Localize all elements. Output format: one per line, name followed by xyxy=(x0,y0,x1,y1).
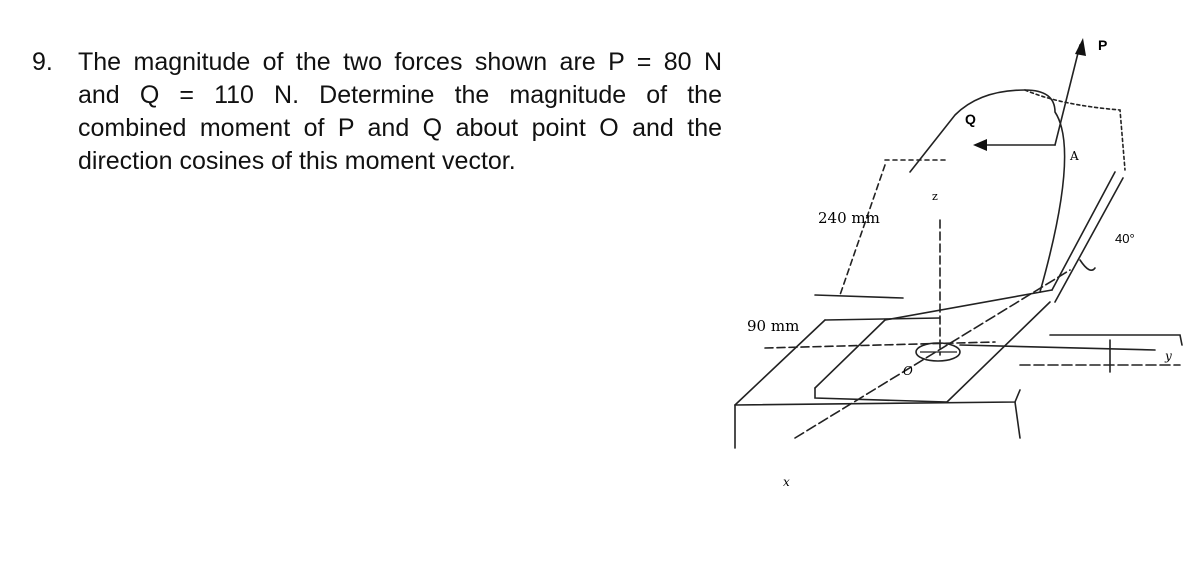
block-right-edge xyxy=(1015,402,1020,438)
dimension-90-line xyxy=(815,295,903,298)
label-q: Q xyxy=(965,111,976,127)
block-top-front-edge xyxy=(735,390,1020,405)
problem-number: 9. xyxy=(32,48,53,76)
block-back-edge xyxy=(825,318,940,320)
q-arrowhead xyxy=(973,139,987,151)
label-z: z xyxy=(932,190,938,203)
p-arrowhead xyxy=(1075,38,1086,56)
label-p: P xyxy=(1098,37,1108,53)
dimension-240-line xyxy=(840,165,885,295)
p-line xyxy=(1055,45,1080,145)
base-line-2 xyxy=(960,345,1155,350)
bracket-diagram xyxy=(725,20,1200,564)
label-a: A xyxy=(1070,149,1079,163)
base-line-3 xyxy=(1050,335,1182,345)
plate-back-edge xyxy=(885,290,1052,320)
diagram-lines xyxy=(735,45,1182,448)
label-x: x xyxy=(783,475,790,489)
dimension-240-label: 240 mm xyxy=(818,209,880,227)
angle-label: 40° xyxy=(1115,231,1135,246)
plate-front-edge xyxy=(815,388,947,402)
label-y: y xyxy=(1165,349,1172,363)
angle-arc xyxy=(1080,260,1095,270)
dimension-90-label: 90 mm xyxy=(747,317,800,335)
problem-line-1: The magnitude of the two forces shown are P = 80 N xyxy=(78,48,722,76)
label-o: O xyxy=(903,364,913,378)
problem-line-4: direction cosines of this moment vector. xyxy=(78,147,516,175)
bracket-front-edge xyxy=(1052,172,1115,290)
problem-line-3: combined moment of P and Q about point O and the xyxy=(78,114,722,142)
plate-right-edge xyxy=(947,302,1050,402)
plate-left-edge xyxy=(815,320,885,388)
bracket-rear-edge xyxy=(1055,178,1123,302)
bracket-figure xyxy=(725,20,1200,564)
problem-line-2: and Q = 110 N. Determine the magnitude of the xyxy=(78,81,722,109)
